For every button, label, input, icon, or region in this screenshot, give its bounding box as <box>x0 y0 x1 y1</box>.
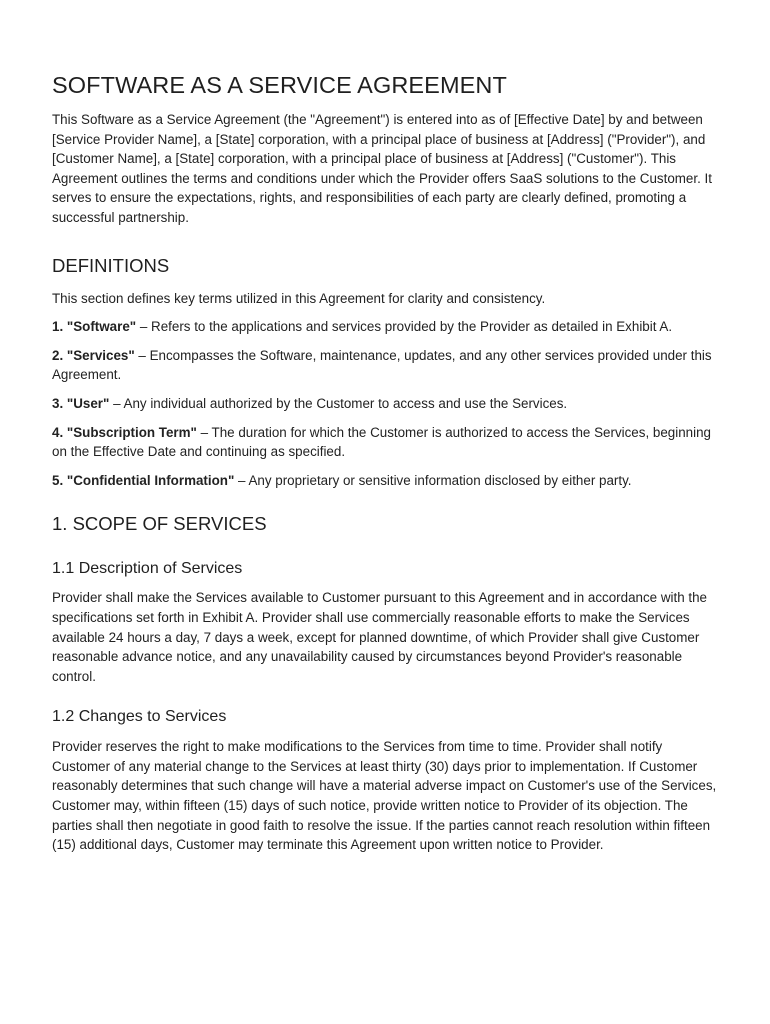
definition-text: – The duration for which the Customer is authorized to access the Services, beginning on the Effective Date and continuing as specified. <box>52 424 711 460</box>
definition-text: – Encompasses the Software, maintenance, updates, and any other services provided under this Agreement. <box>52 347 712 383</box>
definition-item-software <box>52 317 724 337</box>
document-page <box>52 70 724 855</box>
changes-to-services-heading: 1.2 Changes to Services <box>52 708 227 726</box>
scope-heading: 1. SCOPE OF SERVICES <box>52 513 267 535</box>
definition-item-user <box>52 394 724 414</box>
document-title: SOFTWARE AS A SERVICE AGREEMENT <box>52 72 507 98</box>
definition-term: 1. "Software" <box>52 319 137 335</box>
definition-term: 3. "User" <box>52 395 110 411</box>
description-of-services-heading: 1.1 Description of Services <box>52 560 243 578</box>
description-of-services-paragraph: Provider shall make the Services available to Customer pursuant to this Agreement and in accordance with the specifications set forth in Exhibit A. Provider shall use commercially reasonable efforts to make the Services available 24 hours a day, 7 days a week, except for planned downtime, of which Provider shall give Customer reasonable advance notice, and any unavailability caused by circumstances beyond Provider's reasonable control. <box>52 590 707 684</box>
definition-text: – Any proprietary or sensitive information disclosed by either party. <box>234 472 632 488</box>
definition-item-subscription-term <box>52 423 724 462</box>
definition-term: 4. "Subscription Term" <box>52 424 197 440</box>
changes-to-services-paragraph: Provider reserves the right to make modifications to the Services from time to time. Provider shall notify Customer of any material change to the Services at least thirty (30) days prior to implementation. If Customer reasonably determines that such change will have a material adverse impact on Customer's use of the Services, Customer may, within fifteen (15) days of such notice, provide written notice to Provider of its objection. The parties shall then negotiate in good faith to resolve the issue. If the parties cannot reach resolution within fifteen (15) additional days, Customer may terminate this Agreement upon written notice to Provider. <box>52 739 717 853</box>
definition-item-confidential-information <box>52 471 724 491</box>
definition-term: 2. "Services" <box>52 347 135 363</box>
definitions-intro: This section defines key terms utilized in this Agreement for clarity and consistency. <box>52 290 546 306</box>
definition-term: 5. "Confidential Information" <box>52 472 235 488</box>
definition-text: – Refers to the applications and services provided by the Provider as detailed in Exhibit A. <box>136 319 673 335</box>
definition-item-services <box>52 346 724 385</box>
definitions-heading: DEFINITIONS <box>52 254 170 276</box>
intro-paragraph: This Software as a Service Agreement (the "Agreement") is entered into as of [Effective Date] by and between [Service Provider Name], a [State] corporation, with a principal place of business at [Address] ("Provider"), and [Customer Name], a [State] corporation, with a principal place of business at [Address] ("Customer"). This Agreement outlines the terms and conditions under which the Provider offers SaaS solutions to the Customer. It serves to ensure the expectations, rights, and responsibilities of each party are clearly defined, promoting a successful partnership. <box>52 112 712 225</box>
definition-text: – Any individual authorized by the Customer to access and use the Services. <box>109 395 568 411</box>
